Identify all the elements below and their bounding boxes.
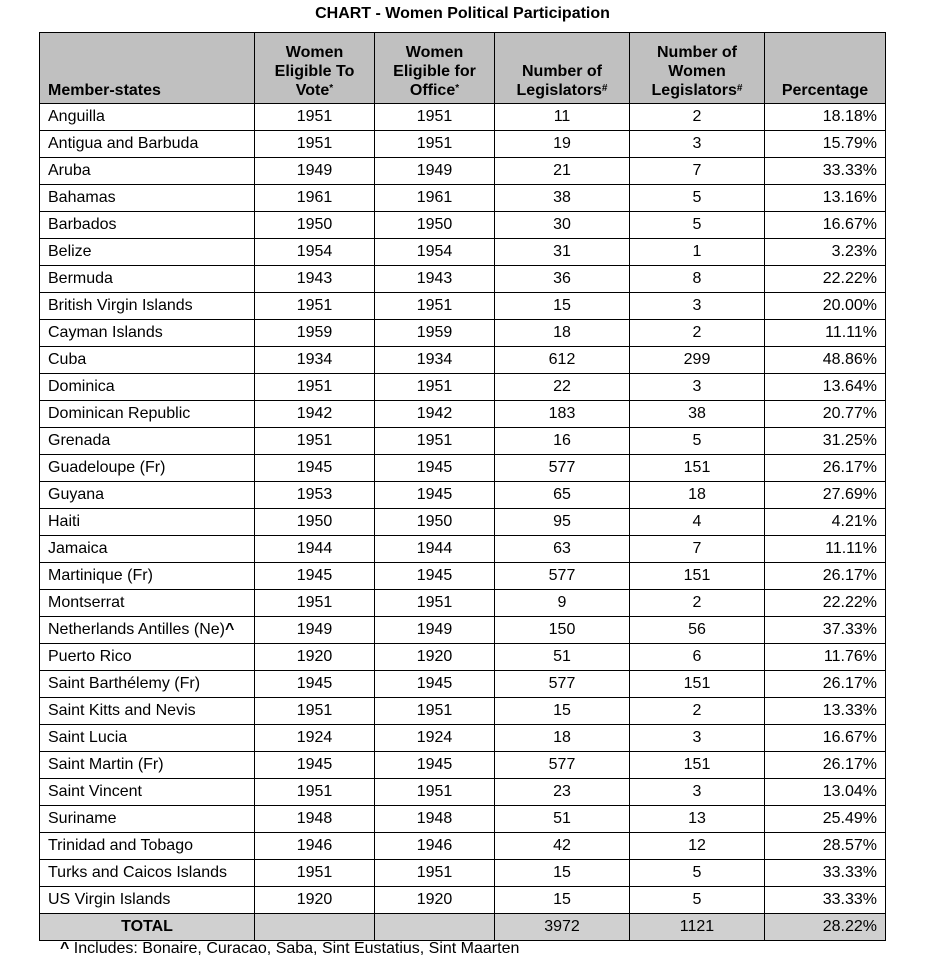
cell-legislators: 577 (495, 671, 630, 698)
cell-eligible-vote: 1951 (255, 860, 375, 887)
cell-eligible-vote: 1961 (255, 185, 375, 212)
total-percentage: 28.22% (765, 914, 886, 941)
table-row (40, 455, 886, 482)
total-women-legislators: 1121 (630, 914, 765, 941)
member-state-name: Haiti (48, 513, 81, 530)
table-row (40, 563, 886, 590)
member-state-name: Aruba (48, 162, 91, 179)
header-member-states-label: Member-states (48, 82, 161, 99)
table-row (40, 617, 886, 644)
header-member-states (40, 33, 255, 104)
member-state-mark: ^ (224, 621, 235, 638)
header-eligible-vote-mark: * (329, 83, 334, 94)
cell-eligible-vote: 1949 (255, 617, 375, 644)
cell-legislators: 11 (495, 104, 630, 131)
cell-legislators: 22 (495, 374, 630, 401)
cell-legislators: 23 (495, 779, 630, 806)
cell-eligible-office: 1945 (375, 671, 495, 698)
table-row (40, 293, 886, 320)
cell-eligible-office: 1949 (375, 617, 495, 644)
cell-eligible-vote: 1942 (255, 401, 375, 428)
cell-women-legislators: 7 (630, 536, 765, 563)
cell-percentage: 37.33% (765, 617, 886, 644)
cell-women-legislators: 13 (630, 806, 765, 833)
table-row (40, 779, 886, 806)
member-state-name: Cayman Islands (48, 324, 163, 341)
cell-percentage: 20.77% (765, 401, 886, 428)
member-state-name: Dominican Republic (48, 405, 191, 422)
member-state-name: Bermuda (48, 270, 113, 287)
cell-eligible-office: 1949 (375, 158, 495, 185)
cell-women-legislators: 2 (630, 104, 765, 131)
cell-percentage: 22.22% (765, 266, 886, 293)
cell-eligible-vote: 1945 (255, 455, 375, 482)
cell-member-state (40, 293, 255, 320)
table-row (40, 725, 886, 752)
cell-eligible-vote: 1950 (255, 212, 375, 239)
cell-member-state (40, 887, 255, 914)
cell-eligible-vote: 1920 (255, 887, 375, 914)
cell-women-legislators: 3 (630, 374, 765, 401)
cell-percentage: 33.33% (765, 860, 886, 887)
cell-women-legislators: 18 (630, 482, 765, 509)
cell-women-legislators: 5 (630, 887, 765, 914)
table-row (40, 752, 886, 779)
cell-member-state (40, 860, 255, 887)
header-women-legislators-line1: Number of (657, 44, 737, 61)
cell-eligible-office: 1951 (375, 779, 495, 806)
member-state-name: Jamaica (48, 540, 108, 557)
table-row (40, 860, 886, 887)
header-eligible-vote-line3: Vote (295, 82, 330, 99)
cell-women-legislators: 4 (630, 509, 765, 536)
total-empty-office (375, 914, 495, 941)
cell-women-legislators: 151 (630, 671, 765, 698)
cell-eligible-office: 1951 (375, 104, 495, 131)
cell-percentage: 11.11% (765, 536, 886, 563)
header-legislators-line1: Number of (522, 63, 602, 80)
cell-percentage: 26.17% (765, 752, 886, 779)
cell-legislators: 31 (495, 239, 630, 266)
cell-percentage: 15.79% (765, 131, 886, 158)
table-row (40, 806, 886, 833)
footnote-text: Includes: Bonaire, Curacao, Saba, Sint Eustatius, Sint Maarten (73, 940, 520, 957)
cell-legislators: 577 (495, 752, 630, 779)
cell-legislators: 577 (495, 563, 630, 590)
cell-member-state (40, 833, 255, 860)
header-women-legislators (630, 33, 765, 104)
member-state-name: Belize (48, 243, 92, 260)
cell-percentage: 4.21% (765, 509, 886, 536)
member-state-name: Anguilla (48, 108, 105, 125)
cell-eligible-office: 1951 (375, 131, 495, 158)
cell-eligible-office: 1954 (375, 239, 495, 266)
table-row (40, 698, 886, 725)
table-row (40, 482, 886, 509)
table-row (40, 374, 886, 401)
cell-eligible-vote: 1945 (255, 563, 375, 590)
cell-legislators: 612 (495, 347, 630, 374)
table-row (40, 590, 886, 617)
cell-eligible-office: 1944 (375, 536, 495, 563)
cell-percentage: 33.33% (765, 887, 886, 914)
cell-percentage: 11.11% (765, 320, 886, 347)
cell-eligible-vote: 1948 (255, 806, 375, 833)
table-row (40, 644, 886, 671)
table-row (40, 239, 886, 266)
cell-legislators: 18 (495, 725, 630, 752)
member-state-name: Saint Lucia (48, 729, 128, 746)
total-row (40, 914, 886, 941)
member-state-name: Netherlands Antilles (Ne) (48, 621, 225, 638)
member-state-name: Saint Kitts and Nevis (48, 702, 196, 719)
cell-member-state (40, 428, 255, 455)
header-legislators-line2: Legislators (516, 82, 602, 99)
member-state-name: Cuba (48, 351, 87, 368)
member-state-name: Saint Vincent (48, 783, 142, 800)
cell-women-legislators: 6 (630, 644, 765, 671)
cell-women-legislators: 151 (630, 563, 765, 590)
header-eligible-office-line3: Office (409, 82, 456, 99)
cell-member-state (40, 347, 255, 374)
cell-eligible-office: 1951 (375, 374, 495, 401)
cell-eligible-vote: 1934 (255, 347, 375, 374)
cell-eligible-vote: 1959 (255, 320, 375, 347)
cell-women-legislators: 3 (630, 779, 765, 806)
cell-percentage: 26.17% (765, 563, 886, 590)
cell-eligible-office: 1920 (375, 887, 495, 914)
cell-percentage: 18.18% (765, 104, 886, 131)
cell-eligible-office: 1951 (375, 698, 495, 725)
header-legislators-mark: # (601, 83, 608, 94)
cell-women-legislators: 151 (630, 455, 765, 482)
cell-percentage: 13.16% (765, 185, 886, 212)
cell-percentage: 13.04% (765, 779, 886, 806)
table-row (40, 320, 886, 347)
cell-eligible-office: 1948 (375, 806, 495, 833)
cell-women-legislators: 151 (630, 752, 765, 779)
cell-legislators: 95 (495, 509, 630, 536)
member-state-name: Trinidad and Tobago (48, 837, 193, 854)
cell-women-legislators: 56 (630, 617, 765, 644)
cell-legislators: 9 (495, 590, 630, 617)
cell-women-legislators: 5 (630, 185, 765, 212)
header-eligible-office-mark: * (455, 83, 460, 94)
cell-legislators: 21 (495, 158, 630, 185)
cell-member-state (40, 239, 255, 266)
cell-percentage: 13.33% (765, 698, 886, 725)
total-label: TOTAL (40, 914, 255, 941)
cell-women-legislators: 1 (630, 239, 765, 266)
cell-legislators: 577 (495, 455, 630, 482)
member-state-name: Grenada (48, 432, 111, 449)
cell-legislators: 15 (495, 887, 630, 914)
member-state-name: Bahamas (48, 189, 116, 206)
member-state-name: Antigua and Barbuda (48, 135, 199, 152)
member-state-name: British Virgin Islands (48, 297, 193, 314)
cell-eligible-vote: 1951 (255, 779, 375, 806)
cell-member-state (40, 644, 255, 671)
cell-eligible-vote: 1944 (255, 536, 375, 563)
cell-women-legislators: 299 (630, 347, 765, 374)
cell-member-state (40, 374, 255, 401)
cell-legislators: 19 (495, 131, 630, 158)
table-row (40, 212, 886, 239)
cell-member-state (40, 104, 255, 131)
cell-eligible-vote: 1946 (255, 833, 375, 860)
cell-women-legislators: 5 (630, 860, 765, 887)
cell-member-state (40, 401, 255, 428)
member-state-name: Turks and Caicos Islands (48, 864, 228, 881)
cell-women-legislators: 38 (630, 401, 765, 428)
cell-women-legislators: 5 (630, 428, 765, 455)
header-eligible-office-line1: Women (405, 44, 464, 61)
cell-eligible-vote: 1949 (255, 158, 375, 185)
cell-women-legislators: 8 (630, 266, 765, 293)
cell-eligible-office: 1946 (375, 833, 495, 860)
cell-member-state (40, 779, 255, 806)
member-state-name: Puerto Rico (48, 648, 132, 665)
header-legislators (495, 33, 630, 104)
cell-percentage: 11.76% (765, 644, 886, 671)
cell-percentage: 20.00% (765, 293, 886, 320)
cell-women-legislators: 2 (630, 698, 765, 725)
cell-member-state (40, 536, 255, 563)
cell-member-state (40, 131, 255, 158)
cell-legislators: 18 (495, 320, 630, 347)
cell-eligible-vote: 1924 (255, 725, 375, 752)
member-state-name: Martinique (Fr) (48, 567, 153, 584)
cell-eligible-office: 1950 (375, 212, 495, 239)
header-women-legislators-mark: # (736, 83, 743, 94)
member-state-name: US Virgin Islands (48, 891, 171, 908)
cell-member-state (40, 590, 255, 617)
cell-eligible-office: 1920 (375, 644, 495, 671)
member-state-name: Barbados (48, 216, 117, 233)
cell-eligible-office: 1924 (375, 725, 495, 752)
cell-member-state (40, 158, 255, 185)
header-eligible-office-line2: Eligible for (393, 63, 476, 80)
cell-eligible-vote: 1945 (255, 671, 375, 698)
cell-percentage: 48.86% (765, 347, 886, 374)
table-row (40, 536, 886, 563)
cell-member-state (40, 320, 255, 347)
cell-percentage: 3.23% (765, 239, 886, 266)
participation-table (39, 32, 886, 941)
cell-eligible-office: 1945 (375, 563, 495, 590)
header-eligible-vote-line1: Women (285, 44, 344, 61)
cell-percentage: 13.64% (765, 374, 886, 401)
table-row (40, 887, 886, 914)
cell-eligible-vote: 1951 (255, 293, 375, 320)
cell-legislators: 15 (495, 860, 630, 887)
cell-eligible-vote: 1945 (255, 752, 375, 779)
cell-eligible-office: 1951 (375, 860, 495, 887)
cell-women-legislators: 2 (630, 590, 765, 617)
table-row (40, 131, 886, 158)
footnote (60, 940, 519, 958)
table-row (40, 158, 886, 185)
cell-women-legislators: 12 (630, 833, 765, 860)
table-row (40, 428, 886, 455)
cell-percentage: 33.33% (765, 158, 886, 185)
cell-member-state (40, 212, 255, 239)
header-women-legislators-line2: Women (668, 63, 726, 80)
cell-legislators: 16 (495, 428, 630, 455)
header-women-legislators-line3: Legislators (651, 82, 737, 99)
cell-legislators: 63 (495, 536, 630, 563)
cell-eligible-office: 1945 (375, 482, 495, 509)
cell-eligible-vote: 1953 (255, 482, 375, 509)
cell-member-state (40, 482, 255, 509)
cell-women-legislators: 7 (630, 158, 765, 185)
member-state-name: Dominica (48, 378, 115, 395)
cell-women-legislators: 2 (630, 320, 765, 347)
cell-eligible-office: 1934 (375, 347, 495, 374)
cell-percentage: 26.17% (765, 671, 886, 698)
cell-eligible-office: 1959 (375, 320, 495, 347)
table-row (40, 266, 886, 293)
cell-member-state (40, 509, 255, 536)
cell-women-legislators: 3 (630, 131, 765, 158)
cell-eligible-vote: 1950 (255, 509, 375, 536)
cell-eligible-vote: 1951 (255, 104, 375, 131)
cell-percentage: 26.17% (765, 455, 886, 482)
table-row (40, 833, 886, 860)
cell-member-state (40, 806, 255, 833)
table-row (40, 671, 886, 698)
member-state-name: Saint Barthélemy (Fr) (48, 675, 201, 692)
cell-legislators: 36 (495, 266, 630, 293)
cell-eligible-office: 1945 (375, 455, 495, 482)
header-eligible-office (375, 33, 495, 104)
table-row (40, 509, 886, 536)
cell-member-state (40, 455, 255, 482)
cell-member-state (40, 266, 255, 293)
cell-legislators: 15 (495, 698, 630, 725)
cell-percentage: 31.25% (765, 428, 886, 455)
header-percentage (765, 33, 886, 104)
cell-member-state (40, 617, 255, 644)
cell-eligible-office: 1961 (375, 185, 495, 212)
cell-legislators: 15 (495, 293, 630, 320)
header-percentage-label: Percentage (781, 82, 869, 99)
cell-women-legislators: 5 (630, 212, 765, 239)
page-title: CHART - Women Political Participation (315, 5, 610, 22)
table-body (40, 104, 886, 941)
member-state-name: Suriname (48, 810, 117, 827)
table-row (40, 104, 886, 131)
cell-legislators: 183 (495, 401, 630, 428)
cell-legislators: 150 (495, 617, 630, 644)
cell-eligible-vote: 1951 (255, 590, 375, 617)
member-state-name: Guadeloupe (Fr) (48, 459, 166, 476)
cell-member-state (40, 752, 255, 779)
cell-eligible-vote: 1951 (255, 374, 375, 401)
cell-legislators: 51 (495, 806, 630, 833)
cell-eligible-vote: 1920 (255, 644, 375, 671)
table-row (40, 401, 886, 428)
cell-eligible-vote: 1951 (255, 428, 375, 455)
total-legislators: 3972 (495, 914, 630, 941)
cell-percentage: 16.67% (765, 725, 886, 752)
cell-eligible-vote: 1943 (255, 266, 375, 293)
cell-eligible-vote: 1954 (255, 239, 375, 266)
cell-member-state (40, 185, 255, 212)
cell-percentage: 27.69% (765, 482, 886, 509)
footnote-mark: ^ (60, 940, 70, 957)
member-state-name: Montserrat (48, 594, 125, 611)
table-row (40, 185, 886, 212)
table-row (40, 347, 886, 374)
cell-member-state (40, 671, 255, 698)
cell-legislators: 51 (495, 644, 630, 671)
cell-percentage: 22.22% (765, 590, 886, 617)
cell-eligible-vote: 1951 (255, 698, 375, 725)
cell-eligible-office: 1951 (375, 293, 495, 320)
member-state-name: Guyana (48, 486, 105, 503)
header-row (40, 33, 886, 104)
cell-eligible-office: 1951 (375, 590, 495, 617)
cell-eligible-office: 1942 (375, 401, 495, 428)
cell-percentage: 25.49% (765, 806, 886, 833)
cell-legislators: 65 (495, 482, 630, 509)
total-empty-vote (255, 914, 375, 941)
cell-member-state (40, 725, 255, 752)
cell-legislators: 38 (495, 185, 630, 212)
cell-legislators: 30 (495, 212, 630, 239)
header-eligible-vote (255, 33, 375, 104)
member-state-name: Saint Martin (Fr) (48, 756, 164, 773)
cell-women-legislators: 3 (630, 725, 765, 752)
cell-eligible-office: 1950 (375, 509, 495, 536)
cell-member-state (40, 698, 255, 725)
cell-member-state (40, 563, 255, 590)
cell-legislators: 42 (495, 833, 630, 860)
cell-percentage: 28.57% (765, 833, 886, 860)
cell-eligible-office: 1951 (375, 428, 495, 455)
cell-eligible-vote: 1951 (255, 131, 375, 158)
cell-women-legislators: 3 (630, 293, 765, 320)
cell-eligible-office: 1945 (375, 752, 495, 779)
cell-percentage: 16.67% (765, 212, 886, 239)
header-eligible-vote-line2: Eligible To (274, 63, 355, 80)
cell-eligible-office: 1943 (375, 266, 495, 293)
